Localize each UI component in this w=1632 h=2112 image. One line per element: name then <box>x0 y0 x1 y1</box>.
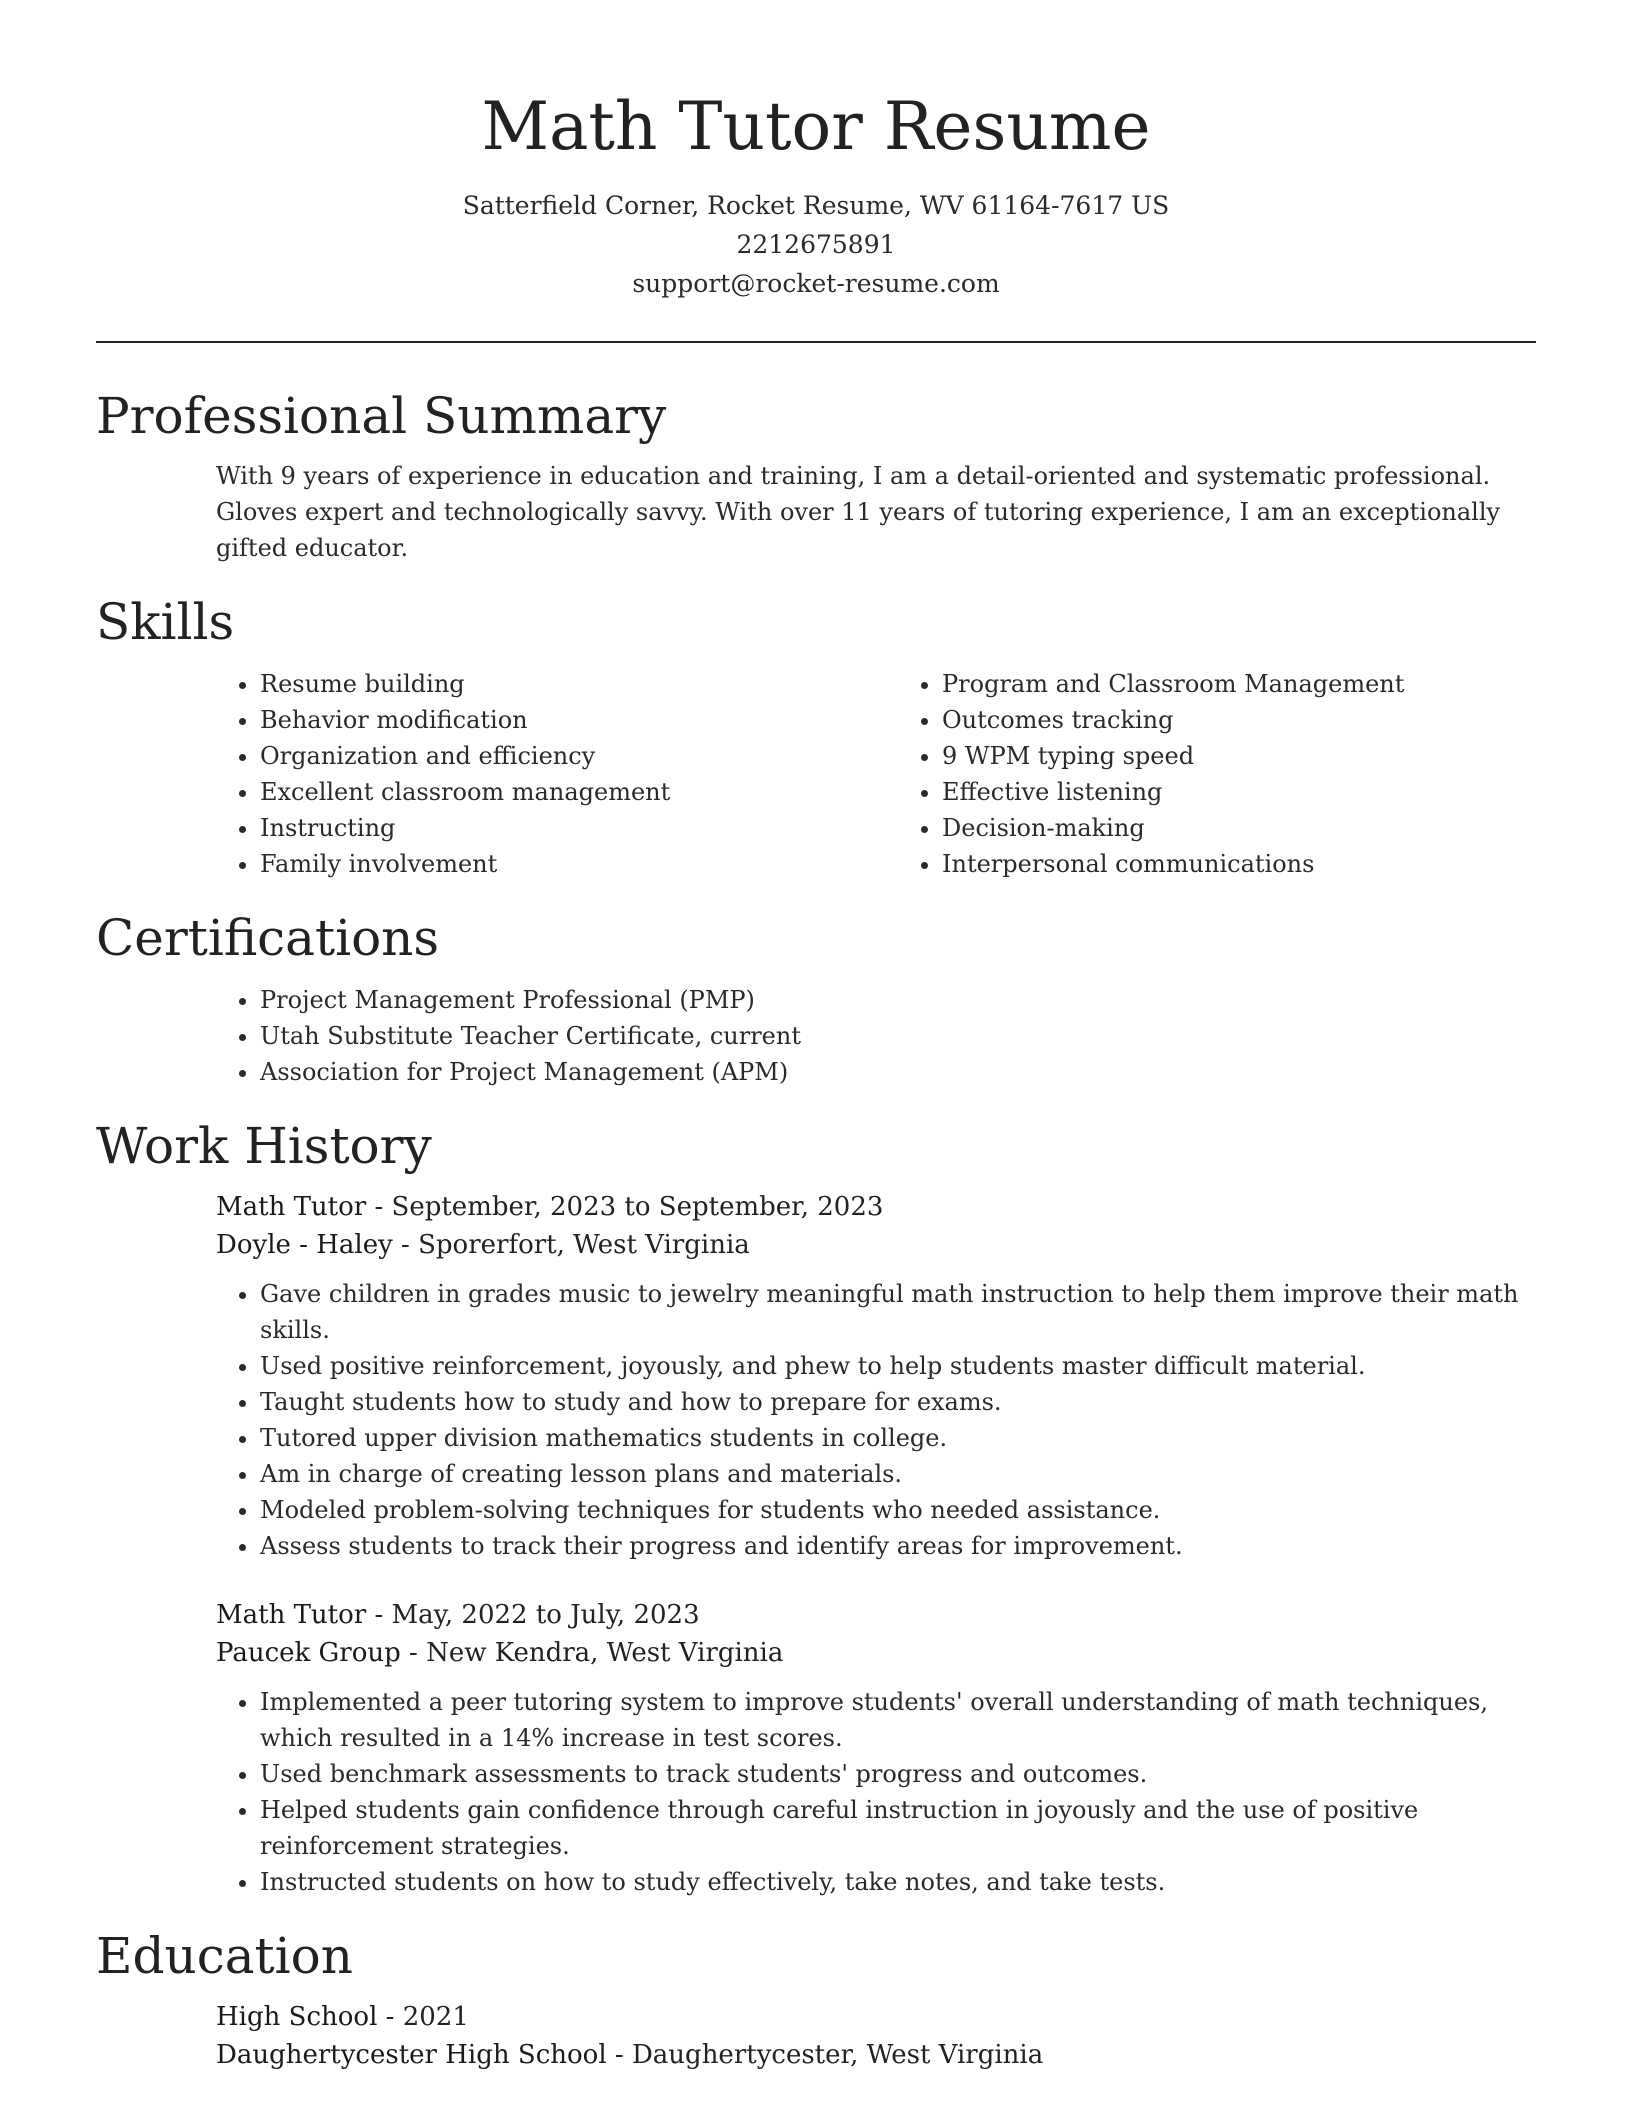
job-company: Doyle - Haley <box>216 1230 393 1260</box>
certifications-section <box>96 902 1536 1090</box>
certification-item: • Association for Project Management (APM) <box>260 1054 1536 1090</box>
job-role: Math Tutor <box>216 1192 367 1222</box>
skill-item: • 9 WPM typing speed <box>942 738 1592 774</box>
job-duty: • Used positive reinforcement, joyously, and phew to help students master difficult material. <box>260 1348 1536 1384</box>
skill-item: • Organization and efficiency <box>260 738 910 774</box>
skill-item: • Instructing <box>260 810 910 846</box>
skills-list-right <box>910 666 1592 882</box>
header-divider <box>96 341 1536 343</box>
job-entry <box>216 1596 1536 1900</box>
skills-section <box>96 586 1536 882</box>
job-duty: • Taught students how to study and how to prepare for exams. <box>260 1384 1536 1420</box>
job-location: - Sporerfort, West Virginia <box>392 1230 750 1260</box>
summary-heading: Professional Summary <box>96 387 667 445</box>
education-heading: Education <box>96 1927 353 1985</box>
resume-body <box>96 380 1536 2094</box>
work-history-section <box>96 1110 1536 1900</box>
job-entry <box>216 1188 1536 1564</box>
certifications-heading: Certifications <box>96 909 440 967</box>
skill-item: • Resume building <box>260 666 910 702</box>
job-title-line <box>216 1596 1536 1634</box>
skill-item: • Outcomes tracking <box>942 702 1592 738</box>
resume-title: Math Tutor Resume <box>481 88 1151 165</box>
education-location: - Daughertycester, West Virginia <box>606 2040 1044 2070</box>
job-duty: • Tutored upper division mathematics students in college. <box>260 1420 1536 1456</box>
job-location: - New Kendra, West Virginia <box>400 1638 784 1668</box>
resume-header <box>0 0 1632 303</box>
job-company-line <box>216 1634 1536 1672</box>
skill-item: • Effective listening <box>942 774 1592 810</box>
education-degree-line <box>216 1998 1536 2036</box>
skill-item: • Behavior modification <box>260 702 910 738</box>
job-role: Math Tutor <box>216 1600 367 1630</box>
job-duty: • Gave children in grades music to jewelry meaningful math instruction to help them improve their math skills. <box>260 1276 1536 1348</box>
education-year: - 2021 <box>377 2002 469 2032</box>
job-title-line <box>216 1188 1536 1226</box>
certification-item: • Utah Substitute Teacher Certificate, current <box>260 1018 1536 1054</box>
summary-text: With 9 years of experience in education and training, I am a detail-oriented and systematic professional. Gloves expert and technologically savvy. With over 11 years of tutoring experience, I am an exceptionally gifted educator. <box>216 462 1501 562</box>
job-dates: - September, 2023 to September, 2023 <box>366 1192 884 1222</box>
certifications-list <box>96 982 1536 1090</box>
summary-section <box>96 380 1536 566</box>
job-dates: - May, 2022 to July, 2023 <box>366 1600 700 1630</box>
education-section <box>96 1920 1536 2074</box>
education-degree: High School <box>216 2002 378 2032</box>
skills-list-left <box>96 666 910 882</box>
job-duty: • Helped students gain confidence through careful instruction in joyously and the use of positive reinforcement strategies. <box>260 1792 1536 1864</box>
contact-info <box>0 186 1632 303</box>
job-duty: • Assess students to track their progress and identify areas for improvement. <box>260 1528 1536 1564</box>
education-school: Daughertycester High School <box>216 2040 607 2070</box>
job-duty: • Implemented a peer tutoring system to improve students' overall understanding of math techniques, which resulted in a 14% increase in test scores. <box>260 1684 1536 1756</box>
skills-columns <box>96 658 1536 882</box>
skill-item: • Program and Classroom Management <box>942 666 1592 702</box>
work-history-heading: Work History <box>96 1117 432 1175</box>
education-school-line <box>216 2036 1536 2074</box>
education-entry <box>216 1998 1536 2074</box>
skills-heading: Skills <box>96 593 235 651</box>
certification-item: • Project Management Professional (PMP) <box>260 982 1536 1018</box>
email-address: support@rocket-resume.com <box>632 269 1000 298</box>
job-company-line <box>216 1226 1536 1264</box>
skill-item: • Excellent classroom management <box>260 774 910 810</box>
skill-item: • Family involvement <box>260 846 910 882</box>
job-company: Paucek Group <box>216 1638 401 1668</box>
skill-item: • Interpersonal communications <box>942 846 1592 882</box>
job-duties-list <box>216 1276 1536 1564</box>
job-duties-list <box>216 1684 1536 1900</box>
job-duty: • Instructed students on how to study effectively, take notes, and take tests. <box>260 1864 1536 1900</box>
skill-item: • Decision-making <box>942 810 1592 846</box>
address-line: Satterfield Corner, Rocket Resume, WV 61164-7617 US <box>462 191 1170 220</box>
job-duty: • Used benchmark assessments to track students' progress and outcomes. <box>260 1756 1536 1792</box>
job-duty: • Modeled problem-solving techniques for students who needed assistance. <box>260 1492 1536 1528</box>
phone-number: 2212675891 <box>736 230 896 259</box>
job-duty: • Am in charge of creating lesson plans and materials. <box>260 1456 1536 1492</box>
